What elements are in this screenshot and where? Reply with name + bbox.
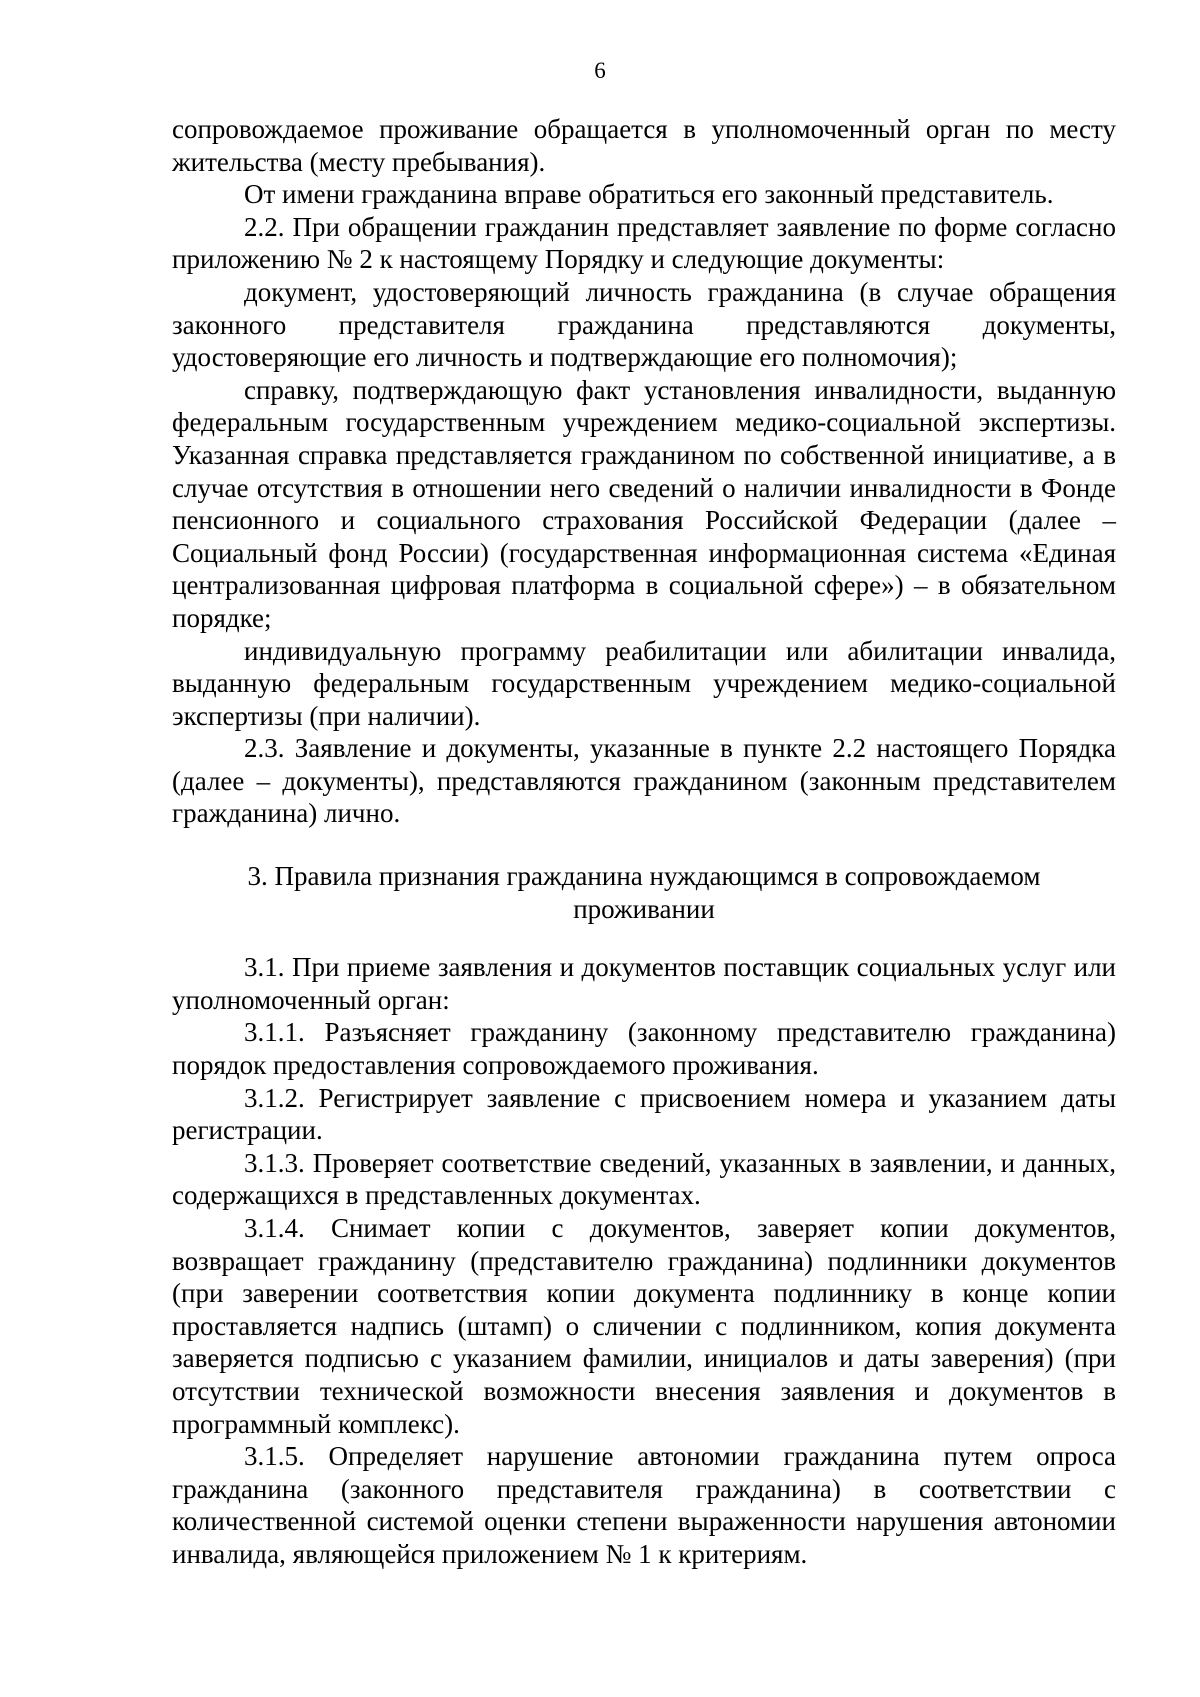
paragraph: 2.2. При обращении гражданин представляет заявление по форме согласно приложению № 2 к настоящему Порядку и следующие документы: bbox=[172, 211, 1116, 275]
paragraph: От имени гражданина вправе обратиться его законный представитель. bbox=[244, 179, 1054, 210]
section-heading-line: проживании bbox=[573, 893, 715, 924]
page-number: 6 bbox=[594, 58, 606, 83]
paragraph: индивидуальную программу реабилитации или абилитации инвалида, выданную федеральным государственным учреждением медико-социальной экспертизы (при наличии). bbox=[172, 635, 1116, 731]
document-body bbox=[172, 113, 1116, 1571]
paragraph: 3.1.1. Разъясняет гражданину (законному представителю гражданина) порядок предоставления сопровождаемого проживания. bbox=[172, 1017, 1116, 1081]
paragraph: сопровождаемое проживание обращается в уполномоченный орган по месту жительства (месту пребывания). bbox=[172, 114, 1116, 177]
paragraph: справку, подтверждающую факт установления инвалидности, выданную федеральным государственным учреждением медико-социальной экспертизы. Указанная справка представляется гражданином по собственной инициативе, а в случае отсутствия в отношении него сведений о наличии инвалидности в Фонде пенсионного и социального страхования Российской Федерации (далее – Социальный фонд России) (государственная информационная система «Единая централизованная цифровая платформа в социальной сфере») – в обязательном порядке; bbox=[172, 374, 1116, 633]
paragraph: 2.3. Заявление и документы, указанные в пункте 2.2 настоящего Порядка (далее – документы), представляются гражданином (законным представителем гражданина) лично. bbox=[172, 733, 1116, 829]
paragraph: 3.1.5. Определяет нарушение автономии гражданина путем опроса гражданина (законного представителя гражданина) в соответствии с количественной системой оценки степени выраженности нарушения автономии инвалида, являющейся приложением № 1 к критериям. bbox=[172, 1441, 1116, 1569]
paragraph: 3.1.3. Проверяет соответствие сведений, указанных в заявлении, и данных, содержащихся в представленных документах. bbox=[172, 1147, 1116, 1211]
paragraph: 3.1.2. Регистрирует заявление с присвоением номера и указанием даты регистрации. bbox=[172, 1082, 1116, 1146]
paragraph: документ, удостоверяющий личность гражданина (в случае обращения законного представителя гражданина представляются документы, удостоверяющие его личность и подтверждающие его полномочия); bbox=[172, 276, 1116, 373]
paragraph: 3.1. При приеме заявления и документов поставщик социальных услуг или уполномоченный орган: bbox=[172, 952, 1116, 1015]
paragraph: 3.1.4. Снимает копии с документов, заверяет копии документов, возвращает гражданину (представителю гражданина) подлинники документов (при заверении соответствия копии документа подлиннику в конце копии проставляется надпись (штамп) о сличении с подлинником, копия документа заверяется подписью с указанием фамилии, инициалов и даты заверения) (при отсутствии технической возможности внесения заявления и документов в программный комплекс). bbox=[172, 1213, 1116, 1439]
section-heading-line: 3. Правила признания гражданина нуждающимся в сопровождаемом bbox=[247, 861, 1041, 892]
section-heading bbox=[172, 860, 1116, 925]
